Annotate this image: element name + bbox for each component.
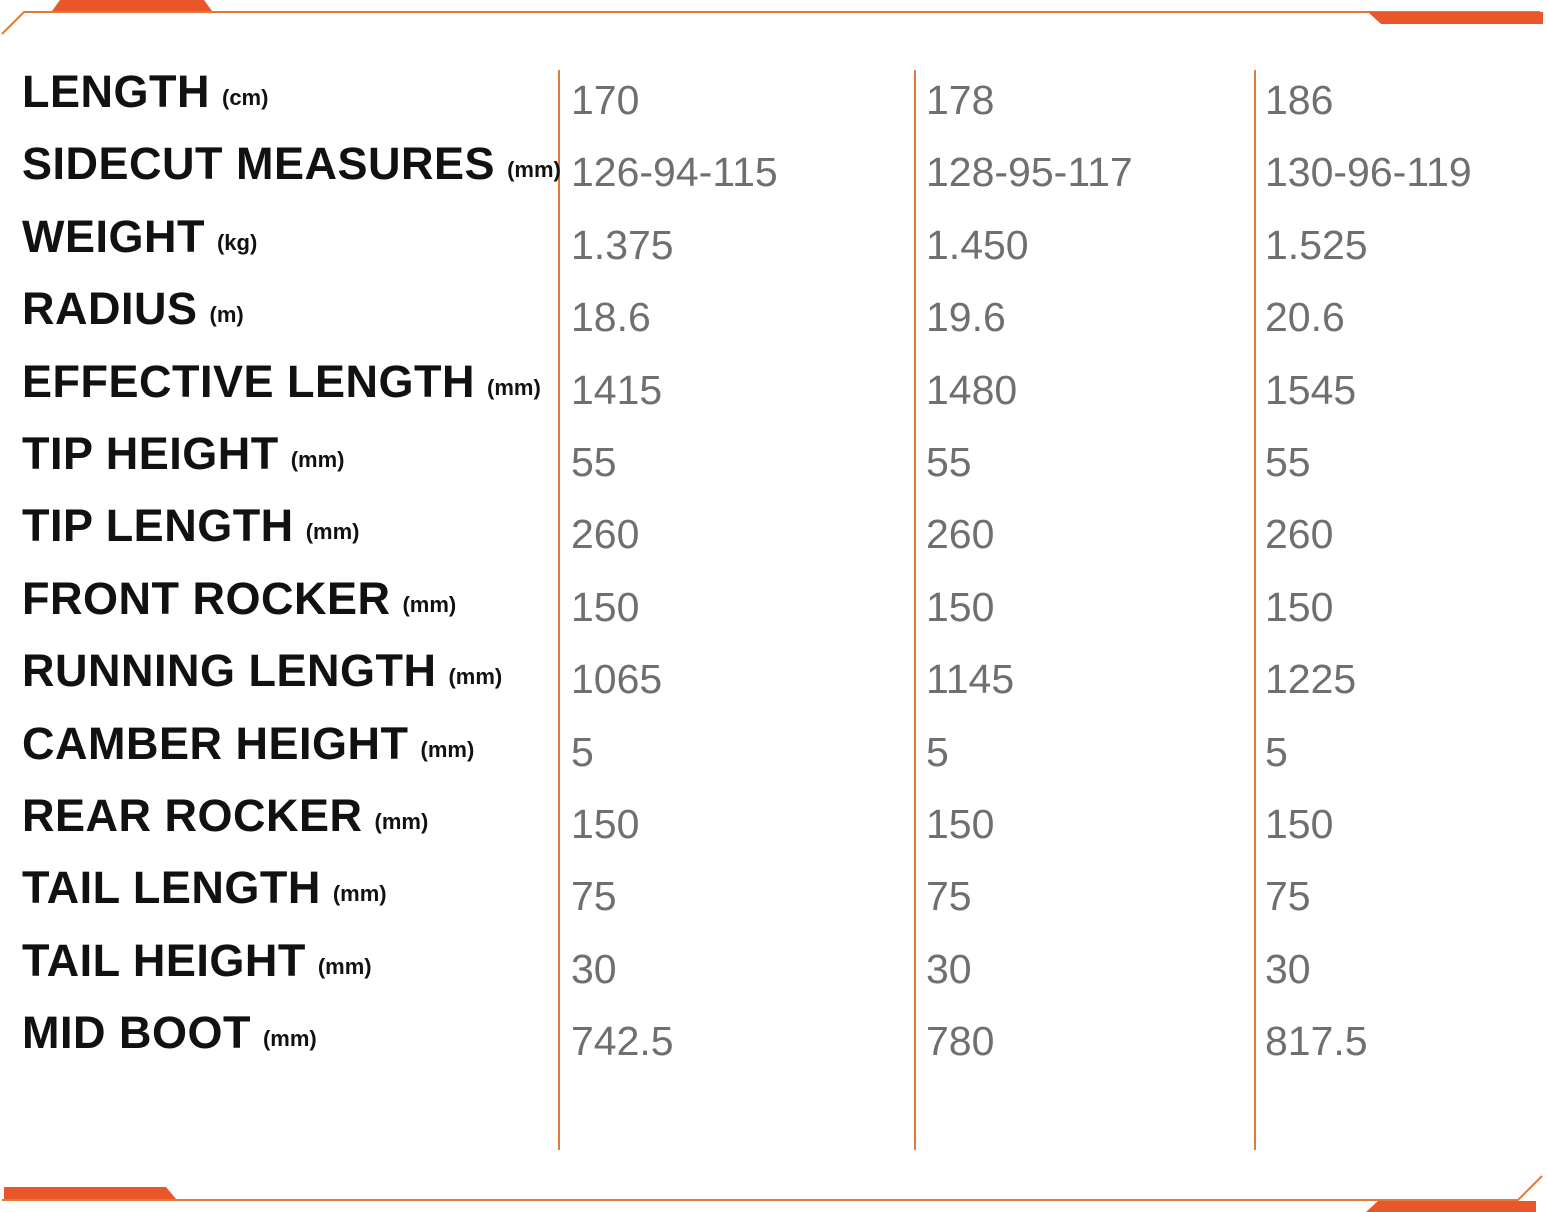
- spec-label: EFFECTIVE LENGTH $^{(mm)}$: [22, 355, 541, 407]
- spec-value-col2: 1480: [926, 366, 1018, 413]
- spec-row-camber-height: [0, 716, 1547, 788]
- bottom-left-accent: [4, 1187, 176, 1199]
- spec-row-running-length: [0, 643, 1547, 715]
- spec-value-col1: 170: [571, 77, 640, 123]
- spec-label: RUNNING LENGTH $^{(mm)}$: [22, 645, 503, 697]
- spec-label: LENGTH $^{(cm)}$: [22, 66, 269, 117]
- spec-value-col2: 1.450: [926, 221, 1029, 268]
- spec-value-col2: 150: [926, 583, 995, 630]
- spec-value-col1: 18.6: [571, 294, 651, 341]
- spec-value-col2: 128-95-117: [926, 149, 1133, 196]
- spec-value-col2: 55: [926, 439, 972, 485]
- spec-unit: (mm): [507, 157, 561, 183]
- spec-label: MID BOOT $^{(mm)}$: [22, 1007, 317, 1059]
- spec-value-col3: 1545: [1265, 366, 1357, 413]
- spec-value-col1: 55: [571, 439, 617, 485]
- spec-value-col3: 1.525: [1265, 221, 1368, 268]
- spec-label: FRONT ROCKER $^{(mm)}$: [22, 572, 457, 624]
- spec-row-radius: [0, 281, 1547, 353]
- spec-label: REAR ROCKER $^{(mm)}$: [22, 790, 429, 841]
- spec-value-col2: 178: [926, 77, 995, 123]
- spec-value-col3: 150: [1265, 583, 1334, 630]
- spec-value-col3: 55: [1265, 439, 1311, 485]
- spec-label: TIP LENGTH $^{(mm)}$: [22, 500, 360, 552]
- spec-row-front-rocker: [0, 571, 1547, 643]
- spec-value-col1: 150: [571, 583, 640, 630]
- bottom-frame-line: [2, 1176, 1542, 1200]
- spec-unit: (mm): [290, 447, 345, 472]
- spec-value-col1: 1.375: [571, 221, 674, 268]
- spec-value-col3: 30: [1265, 945, 1311, 992]
- spec-unit: (mm): [420, 736, 475, 762]
- bottom-right-accent: [1366, 1201, 1536, 1212]
- spec-row-tip-length: [0, 498, 1547, 570]
- spec-value-col1: 1415: [571, 366, 663, 413]
- spec-row-tail-height: [0, 933, 1547, 1005]
- spec-value-col2: 260: [926, 511, 995, 558]
- spec-value-col3: 20.6: [1265, 294, 1345, 341]
- spec-unit: (mm): [305, 519, 360, 545]
- top-right-accent: [1368, 12, 1543, 24]
- spec-unit: (mm): [374, 809, 429, 834]
- spec-value-col1: 260: [571, 511, 640, 558]
- spec-row-effective-length: [0, 354, 1547, 426]
- spec-label: WEIGHT $^{(kg)}$: [22, 210, 258, 262]
- spec-value-col1: 742.5: [571, 1018, 674, 1065]
- spec-label: TIP HEIGHT $^{(mm)}$: [22, 428, 345, 479]
- spec-value-col3: 150: [1265, 801, 1334, 847]
- spec-value-col2: 150: [926, 801, 995, 847]
- spec-row-mid-boot: [0, 1005, 1547, 1077]
- spec-value-col2: 30: [926, 945, 972, 992]
- spec-value-col2: 75: [926, 873, 972, 920]
- spec-unit: (mm): [262, 1026, 317, 1052]
- spec-value-col3: 130-96-119: [1265, 149, 1472, 196]
- spec-row-tip-height: [0, 426, 1547, 498]
- spec-value-col3: 260: [1265, 511, 1334, 558]
- spec-value-col1: 30: [571, 945, 617, 992]
- spec-unit: (mm): [448, 664, 503, 690]
- spec-unit: (mm): [402, 591, 457, 617]
- spec-label: TAIL LENGTH $^{(mm)}$: [22, 862, 387, 914]
- spec-row-rear-rocker: [0, 788, 1547, 860]
- spec-value-col1: 5: [571, 728, 594, 775]
- spec-label: SIDECUT MEASURES $^{(mm)}$: [22, 138, 561, 190]
- spec-value-col3: 75: [1265, 873, 1311, 920]
- spec-unit: (m): [209, 302, 244, 328]
- spec-row-sidecut: [0, 136, 1547, 208]
- spec-row-weight: [0, 209, 1547, 281]
- top-frame-line: [2, 12, 1540, 34]
- spec-value-col1: 1065: [571, 656, 663, 703]
- spec-value-col1: 150: [571, 801, 640, 847]
- spec-value-col1: 75: [571, 873, 617, 920]
- spec-unit: (mm): [487, 374, 541, 400]
- spec-label: CAMBER HEIGHT $^{(mm)}$: [22, 717, 475, 769]
- spec-unit: (kg): [216, 229, 258, 255]
- spec-unit: (cm): [222, 85, 269, 110]
- spec-value-col2: 1145: [926, 656, 1015, 703]
- spec-label: TAIL HEIGHT $^{(mm)}$: [22, 934, 372, 986]
- spec-value-col2: 780: [926, 1018, 995, 1065]
- top-left-accent: [52, 0, 212, 11]
- spec-row-length: [0, 64, 1547, 136]
- spec-unit: (mm): [332, 881, 387, 907]
- spec-value-col3: 817.5: [1265, 1018, 1368, 1065]
- spec-label: RADIUS $^{(m)}$: [22, 283, 244, 335]
- spec-value-col2: 19.6: [926, 294, 1006, 341]
- spec-value-col3: 186: [1265, 77, 1334, 123]
- spec-value-col2: 5: [926, 728, 949, 775]
- spec-unit: (mm): [317, 953, 372, 979]
- spec-value-col3: 5: [1265, 728, 1288, 775]
- spec-value-col3: 1225: [1265, 656, 1357, 703]
- spec-row-tail-length: [0, 860, 1547, 932]
- spec-value-col1: 126-94-115: [571, 149, 778, 196]
